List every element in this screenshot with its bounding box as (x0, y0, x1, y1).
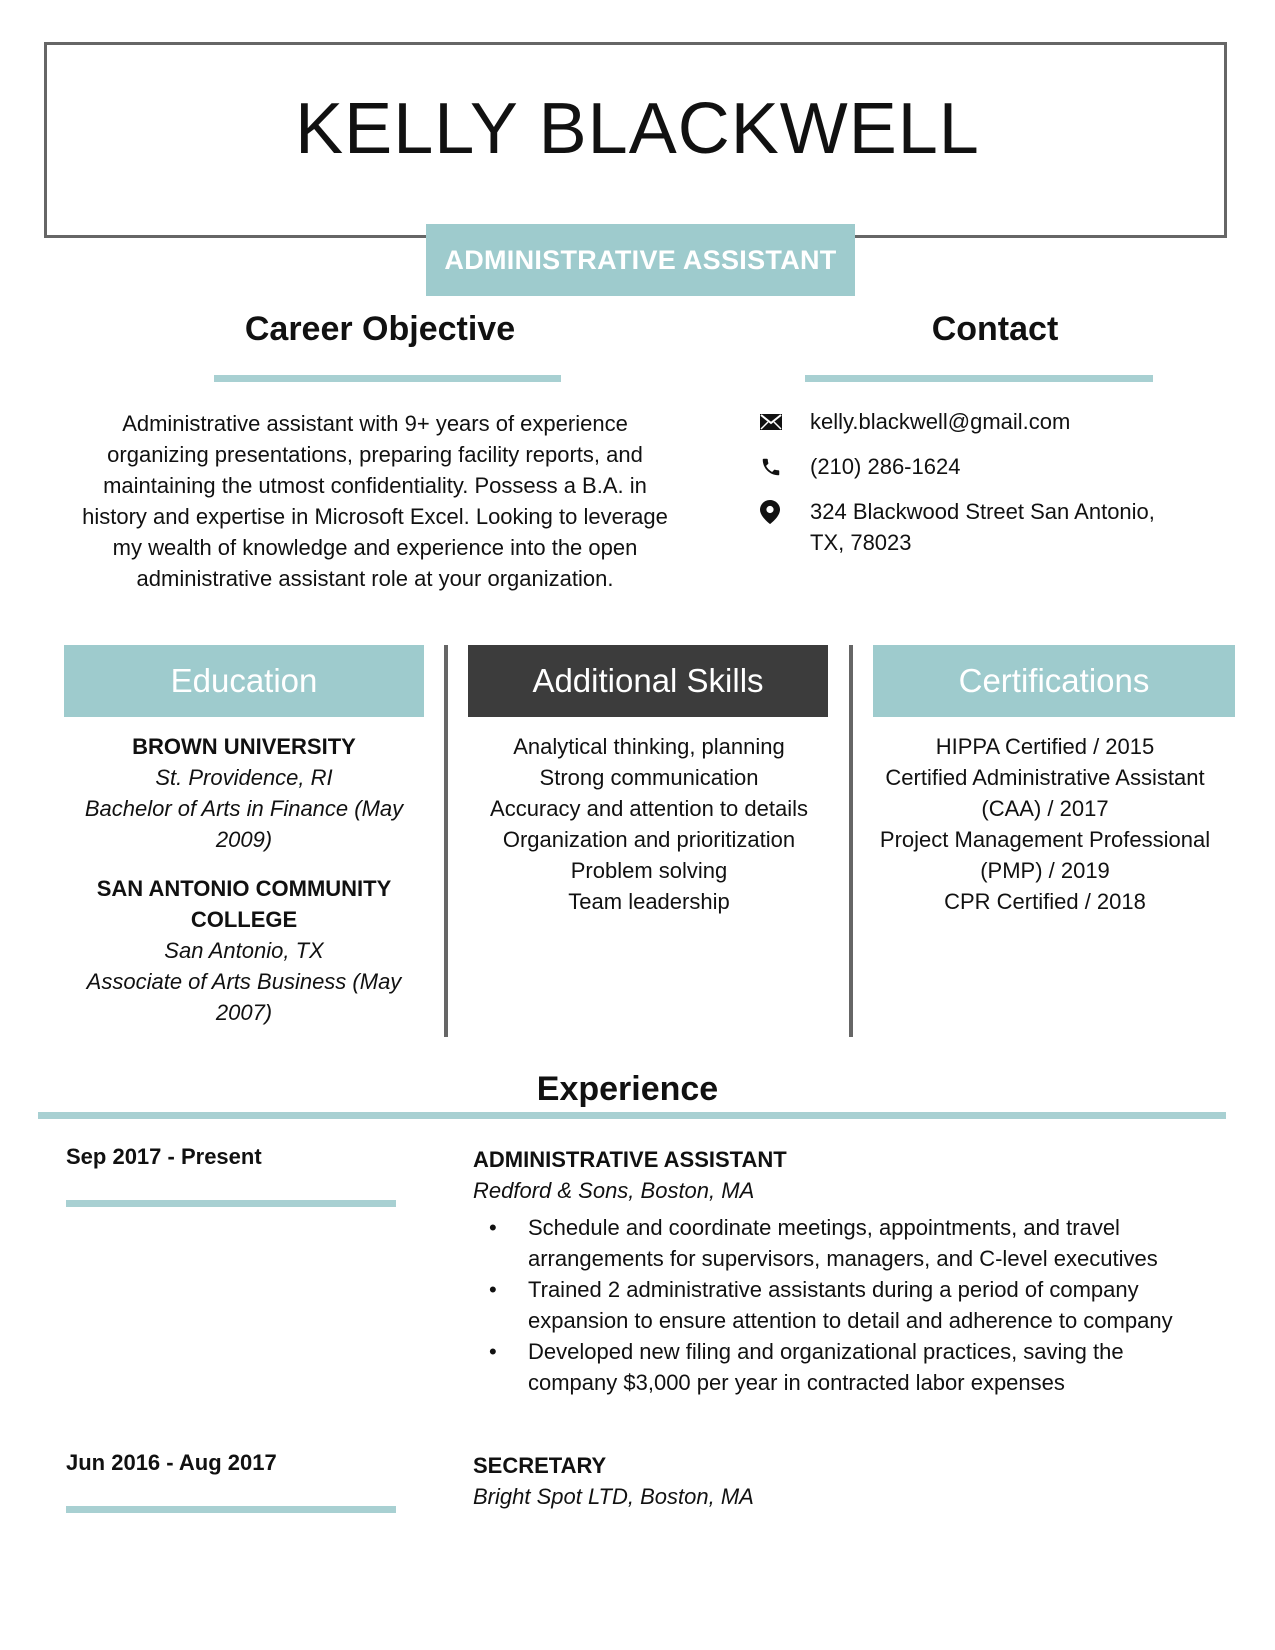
contact-phone-row (760, 451, 960, 482)
job-entry (473, 1144, 1193, 1398)
job-entry (473, 1450, 1193, 1512)
objective-rule (214, 375, 561, 382)
job-title-banner: ADMINISTRATIVE ASSISTANT (426, 224, 855, 296)
contact-address-row (760, 496, 1155, 558)
address-line-1: 324 Blackwood Street San Antonio, (810, 499, 1155, 524)
certifications-header: Certifications (873, 645, 1235, 717)
job-bullet: • Developed new filing and organizational practices, saving the company $3,000 per year in contracted labor expenses (473, 1336, 1193, 1398)
school-degree: Associate of Arts Business (May 2007) (86, 969, 402, 1025)
skills-list (470, 731, 828, 917)
skills-header: Additional Skills (468, 645, 828, 717)
address-line-2: TX, 78023 (810, 530, 912, 555)
contact-rule (805, 375, 1153, 382)
job-company: Redford & Sons, Boston, MA (473, 1178, 755, 1203)
objective-heading: Career Objective (244, 310, 516, 348)
experience-rule (38, 1112, 1226, 1119)
skill-item: Team leadership (568, 889, 730, 914)
job-dates: Jun 2016 - Aug 2017 (66, 1450, 277, 1475)
job-date-rule (66, 1200, 396, 1207)
certifications-list (873, 731, 1217, 917)
job-bullet: • Trained 2 administrative assistants during a period of company expansion to ensure attention to detail and adherence to company (473, 1274, 1193, 1336)
school-degree: Bachelor of Arts in Finance (May 2009) (84, 796, 404, 852)
certification-item: Certified Administrative Assistant (CAA) / 2017 (885, 765, 1205, 821)
job-date-rule (66, 1506, 396, 1513)
job-title: SECRETARY (473, 1453, 607, 1478)
location-pin-icon (760, 496, 788, 527)
contact-email-row (760, 406, 1070, 437)
skill-item: Problem solving (570, 858, 728, 883)
column-divider (849, 645, 853, 1037)
certification-item: CPR Certified / 2018 (944, 889, 1146, 914)
school-location: San Antonio, TX (164, 938, 324, 963)
school-location: St. Providence, RI (155, 765, 333, 790)
job-bullet: • Schedule and coordinate meetings, appointments, and travel arrangements for supervisors, managers, and C-level executives (473, 1212, 1193, 1274)
contact-heading: Contact (931, 310, 1059, 348)
certification-item: HIPPA Certified / 2015 (935, 734, 1155, 759)
skill-item: Organization and prioritization (502, 827, 796, 852)
job-dates: Sep 2017 - Present (66, 1144, 262, 1169)
school-name: SAN ANTONIO COMMUNITY COLLEGE (96, 876, 392, 932)
phone-icon (760, 451, 788, 482)
experience-heading: Experience (536, 1070, 719, 1108)
job-company: Bright Spot LTD, Boston, MA (473, 1484, 754, 1509)
school-entry (74, 731, 414, 855)
school-entry (74, 873, 414, 1028)
candidate-name: KELLY BLACKWELL (295, 89, 980, 169)
education-list (74, 731, 414, 1028)
school-name: BROWN UNIVERSITY (132, 734, 356, 759)
skill-item: Analytical thinking, planning (513, 734, 785, 759)
contact-address (810, 496, 1155, 558)
envelope-icon (760, 406, 788, 437)
skill-item: Accuracy and attention to details (490, 796, 808, 821)
skill-item: Strong communication (539, 765, 759, 790)
column-divider (444, 645, 448, 1037)
contact-email[interactable]: kelly.blackwell@gmail.com (810, 409, 1071, 434)
job-bullets (473, 1212, 1193, 1398)
job-title: ADMINISTRATIVE ASSISTANT (473, 1147, 787, 1172)
certification-item: Project Management Professional (PMP) / 2019 (879, 827, 1211, 883)
contact-phone[interactable]: (210) 286-1624 (810, 454, 961, 479)
objective-text: Administrative assistant with 9+ years of experience organizing presentations, preparing facility reports, and maintaining the utmost confidentiality. Possess a B.A. in history and expertise in Microsoft Excel. Looking to leverage my wealth of knowledge and experience into the open administrative assistant role at your organization. (82, 411, 668, 591)
education-header: Education (64, 645, 424, 717)
